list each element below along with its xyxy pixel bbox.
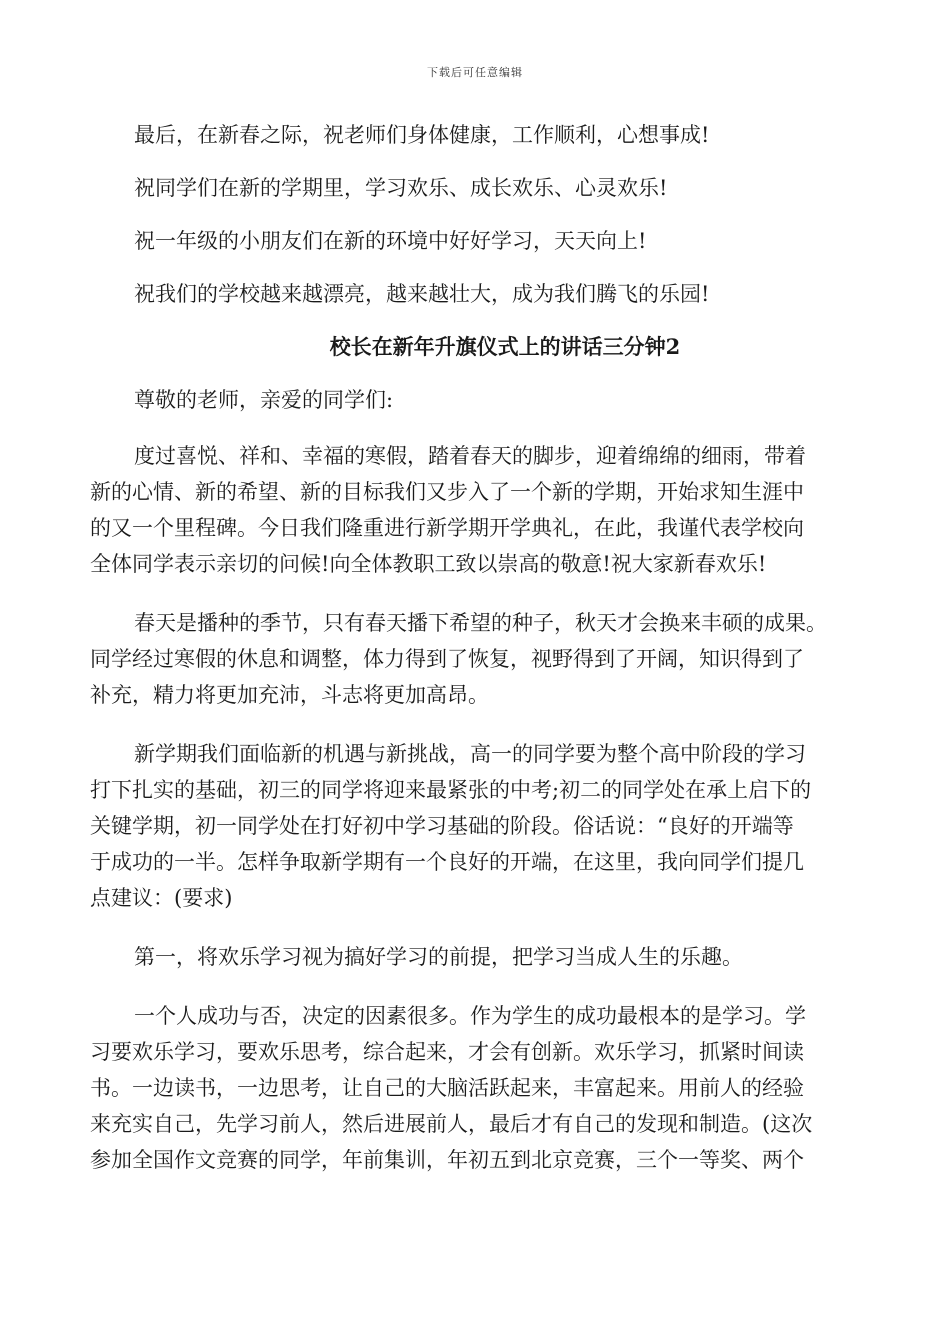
paragraph-line: 书。一边读书，一边思考，让自己的大脑活跃起来，丰富起来。用前人的经验 xyxy=(90,1076,804,1100)
paragraph xyxy=(90,438,860,582)
paragraph-line: 来充实自己，先学习前人，然后进展前人，最后才有自己的发现和制造。(这次 xyxy=(90,1112,813,1136)
paragraph-line: 习要欢乐学习，要欢乐思考，综合起来，才会有创新。欢乐学习，抓紧时间读 xyxy=(90,1040,804,1064)
paragraph-line: 补充，精力将更加充沛，斗志将更加高昂。 xyxy=(90,683,489,707)
section-title: 校长在新年升旗仪式上的讲话三分钟2 xyxy=(329,334,681,359)
paragraph-line: 春天是播种的季节，只有春天播下希望的种子，秋天才会换来丰硕的成果。 xyxy=(134,611,827,635)
greeting: 尊敬的老师，亲爱的同学们: xyxy=(134,388,394,412)
paragraph-line: 新的心情、新的希望、新的目标我们又步入了一个新的学期，开始求知生涯中 xyxy=(90,480,804,504)
paragraph-line: 同学经过寒假的休息和调整，体力得到了恢复，视野得到了开阔，知识得到了 xyxy=(90,647,804,671)
paragraph-line: 点建议：(要求) xyxy=(90,886,233,910)
paragraph xyxy=(90,998,860,1178)
paragraph-line: 关键学期，初一同学处在打好初中学习基础的阶段。俗话说：“良好的开端等 xyxy=(90,814,794,838)
wish-line: 最后，在新春之际，祝老师们身体健康，工作顺利，心想事成! xyxy=(134,123,710,147)
paragraph-line: 打下扎实的基础，初三的同学将迎来最紧张的中考;初二的同学处在承上启下的 xyxy=(90,778,812,802)
paragraph-line: 参加全国作文竞赛的同学，年前集训，年初五到北京竞赛，三个一等奖、两个 xyxy=(90,1148,804,1172)
paragraph xyxy=(90,605,860,713)
wish-line: 祝我们的学校越来越漂亮，越来越壮大，成为我们腾飞的乐园! xyxy=(134,282,710,306)
paragraph xyxy=(90,736,860,916)
paragraph-line: 度过喜悦、祥和、幸福的寒假，踏着春天的脚步，迎着绵绵的细雨，带着 xyxy=(134,444,806,468)
download-note: 下载后可任意编辑 xyxy=(427,66,523,79)
paragraph-line: 新学期我们面临新的机遇与新挑战，高一的同学要为整个高中阶段的学习 xyxy=(134,742,806,766)
paragraph-line: 全体同学表示亲切的问候!向全体教职工致以崇高的敬意!祝大家新春欢乐! xyxy=(90,552,767,576)
wish-line: 祝同学们在新的学期里，学习欢乐、成长欢乐、心灵欢乐! xyxy=(134,176,668,200)
paragraph xyxy=(90,939,860,975)
paragraph-line: 于成功的一半。怎样争取新学期有一个良好的开端，在这里，我向同学们提几 xyxy=(90,850,804,874)
paragraph-line: 的又一个里程碑。今日我们隆重进行新学期开学典礼，在此，我谨代表学校向 xyxy=(90,516,804,540)
paragraph-line: 第一，将欢乐学习视为搞好学习的前提，把学习当成人生的乐趣。 xyxy=(134,945,743,969)
document-body xyxy=(90,120,860,1201)
paragraph-line: 一个人成功与否，决定的因素很多。作为学生的成功最根本的是学习。学 xyxy=(134,1004,806,1028)
wish-line: 祝一年级的小朋友们在新的环境中好好学习，天天向上! xyxy=(134,229,647,253)
